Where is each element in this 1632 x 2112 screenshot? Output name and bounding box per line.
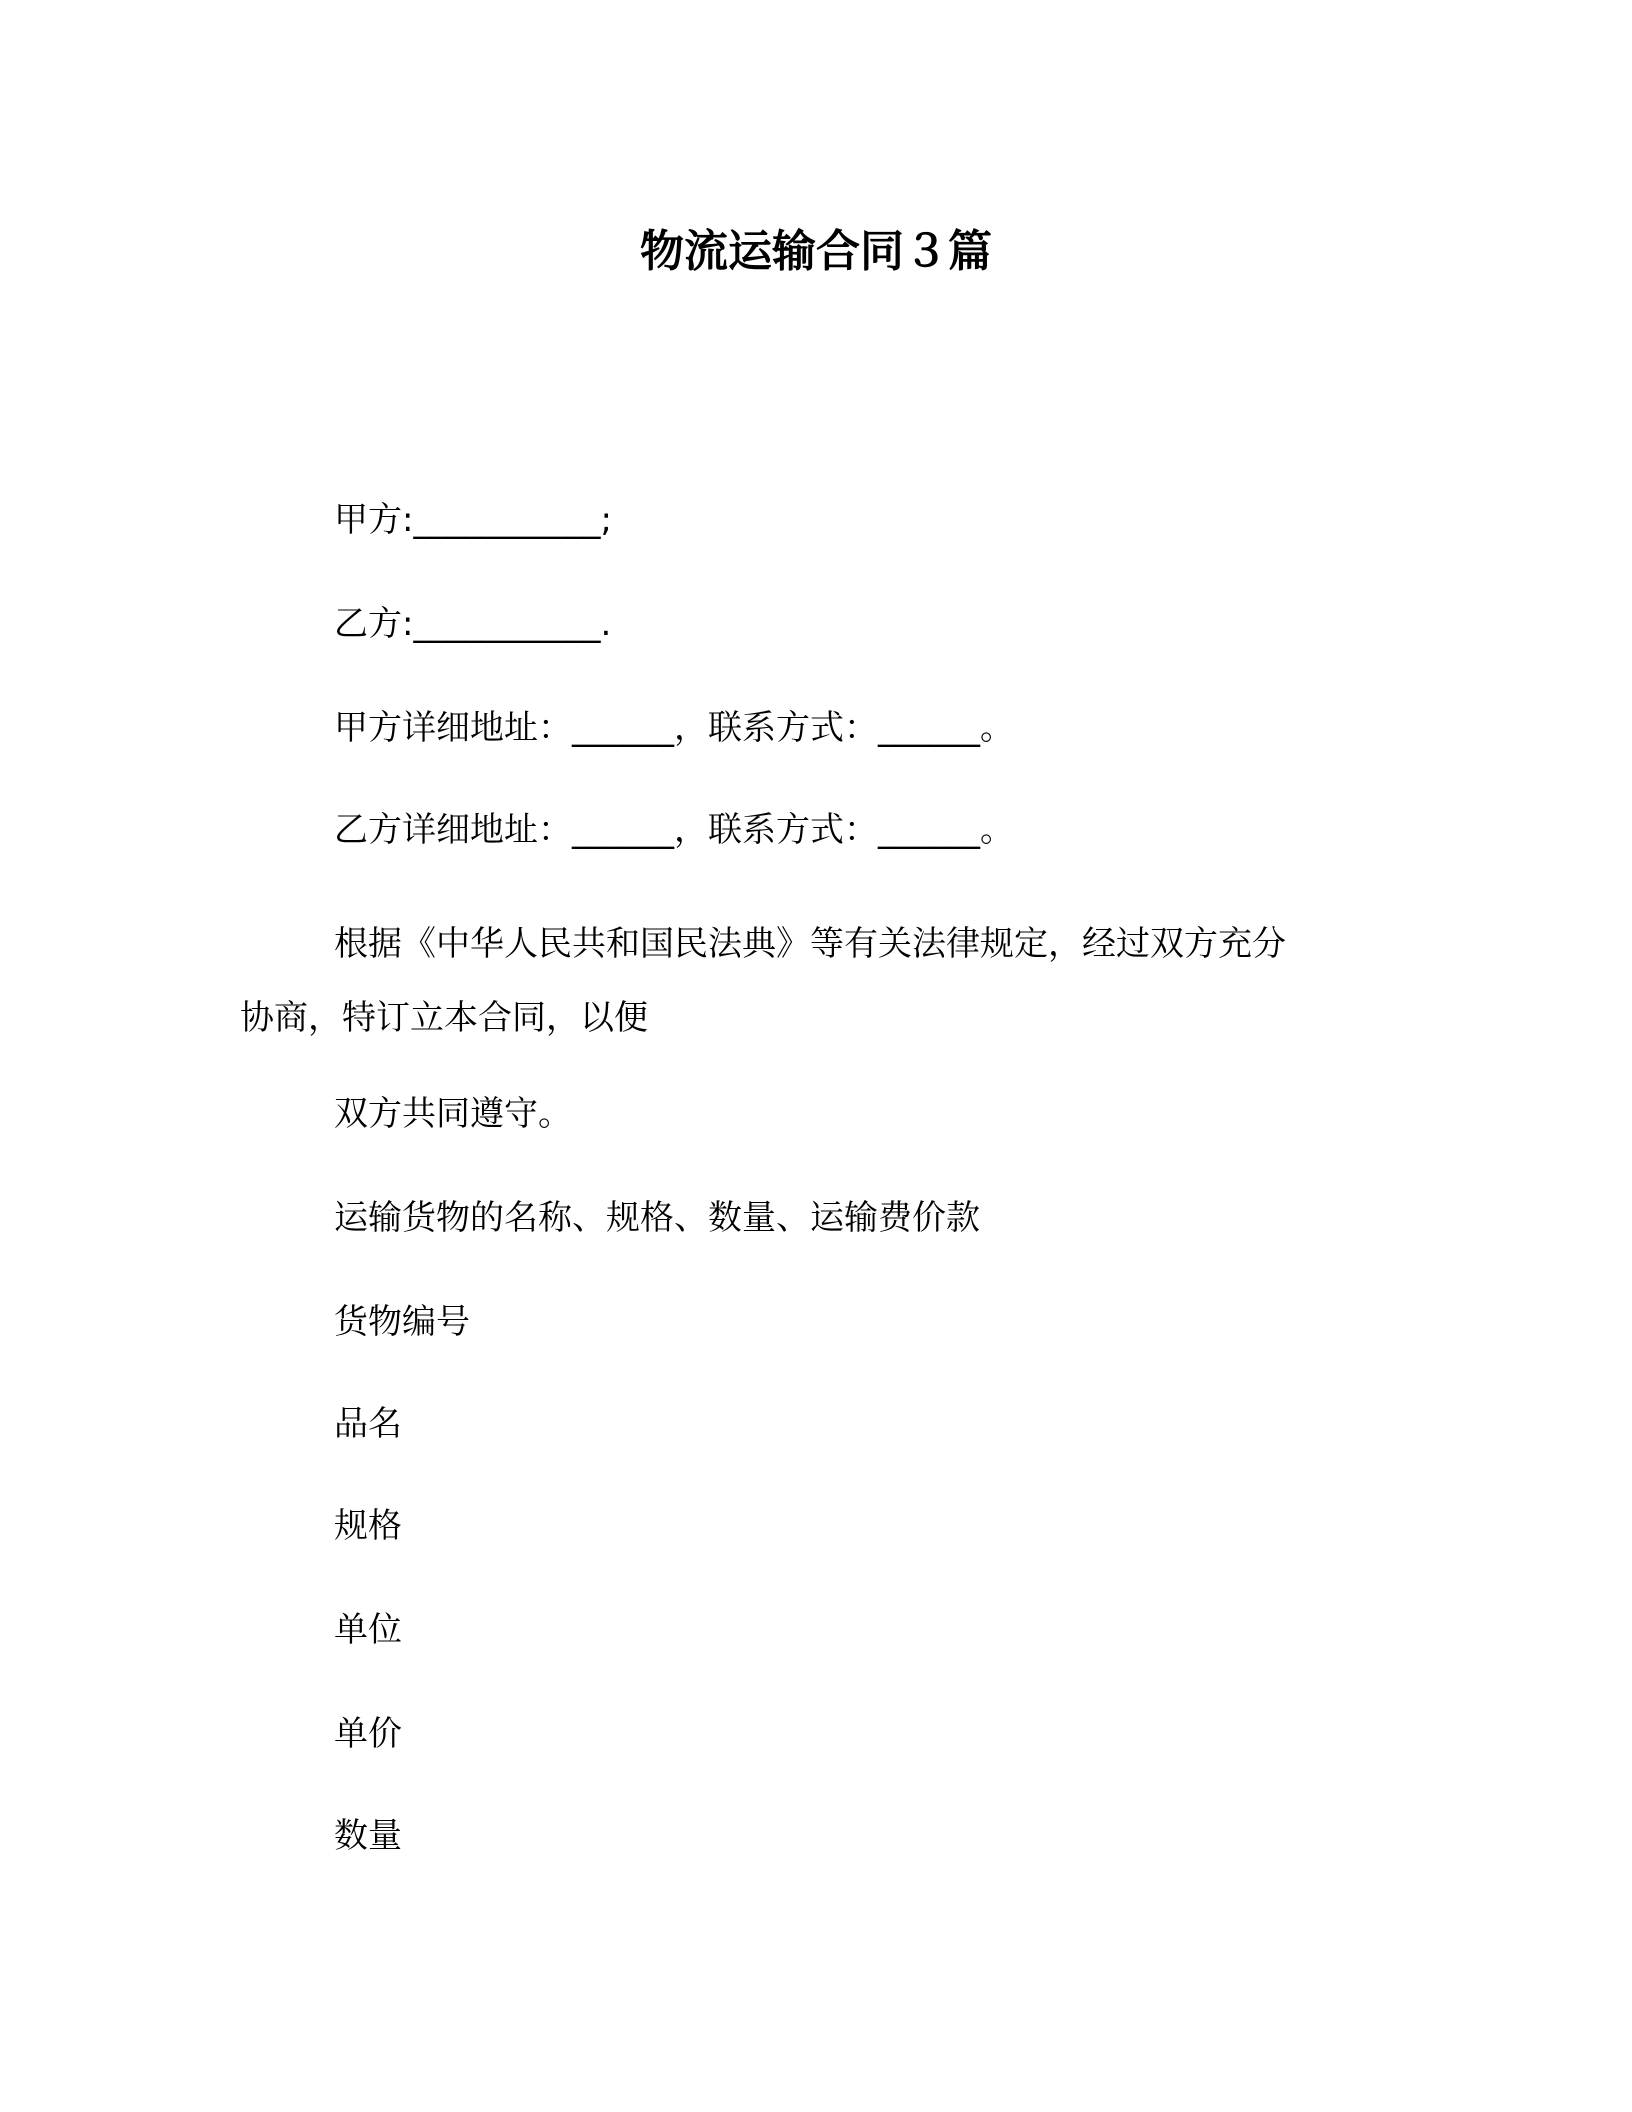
field-unit-price: 单价 <box>334 1714 402 1754</box>
abide-line: 双方共同遵守。 <box>334 1094 572 1134</box>
goods-heading: 运输货物的名称、规格、数量、运输费价款 <box>334 1198 980 1238</box>
field-quantity: 数量 <box>334 1816 402 1856</box>
basis-paragraph <box>240 906 1390 1056</box>
field-goods-no: 货物编号 <box>334 1302 470 1342</box>
field-spec: 规格 <box>334 1506 402 1546</box>
party-b-line: 乙方:___________. <box>334 604 612 644</box>
field-product-name: 品名 <box>334 1404 402 1444</box>
party-b-address-line: 乙方详细地址：______，联系方式：______。 <box>334 810 1014 850</box>
basis-paragraph-line-1: 根据《中华人民共和国民法典》等有关法律规定，经过双方充分 <box>334 924 1286 964</box>
basis-paragraph-line-2: 协商，特订立本合同，以便 <box>240 998 648 1038</box>
document-title: 物流运输合同３篇 <box>640 226 992 277</box>
party-a-line: 甲方:___________; <box>334 500 612 540</box>
field-unit: 单位 <box>334 1610 402 1650</box>
party-a-address-line: 甲方详细地址：______，联系方式：______。 <box>334 708 1014 748</box>
